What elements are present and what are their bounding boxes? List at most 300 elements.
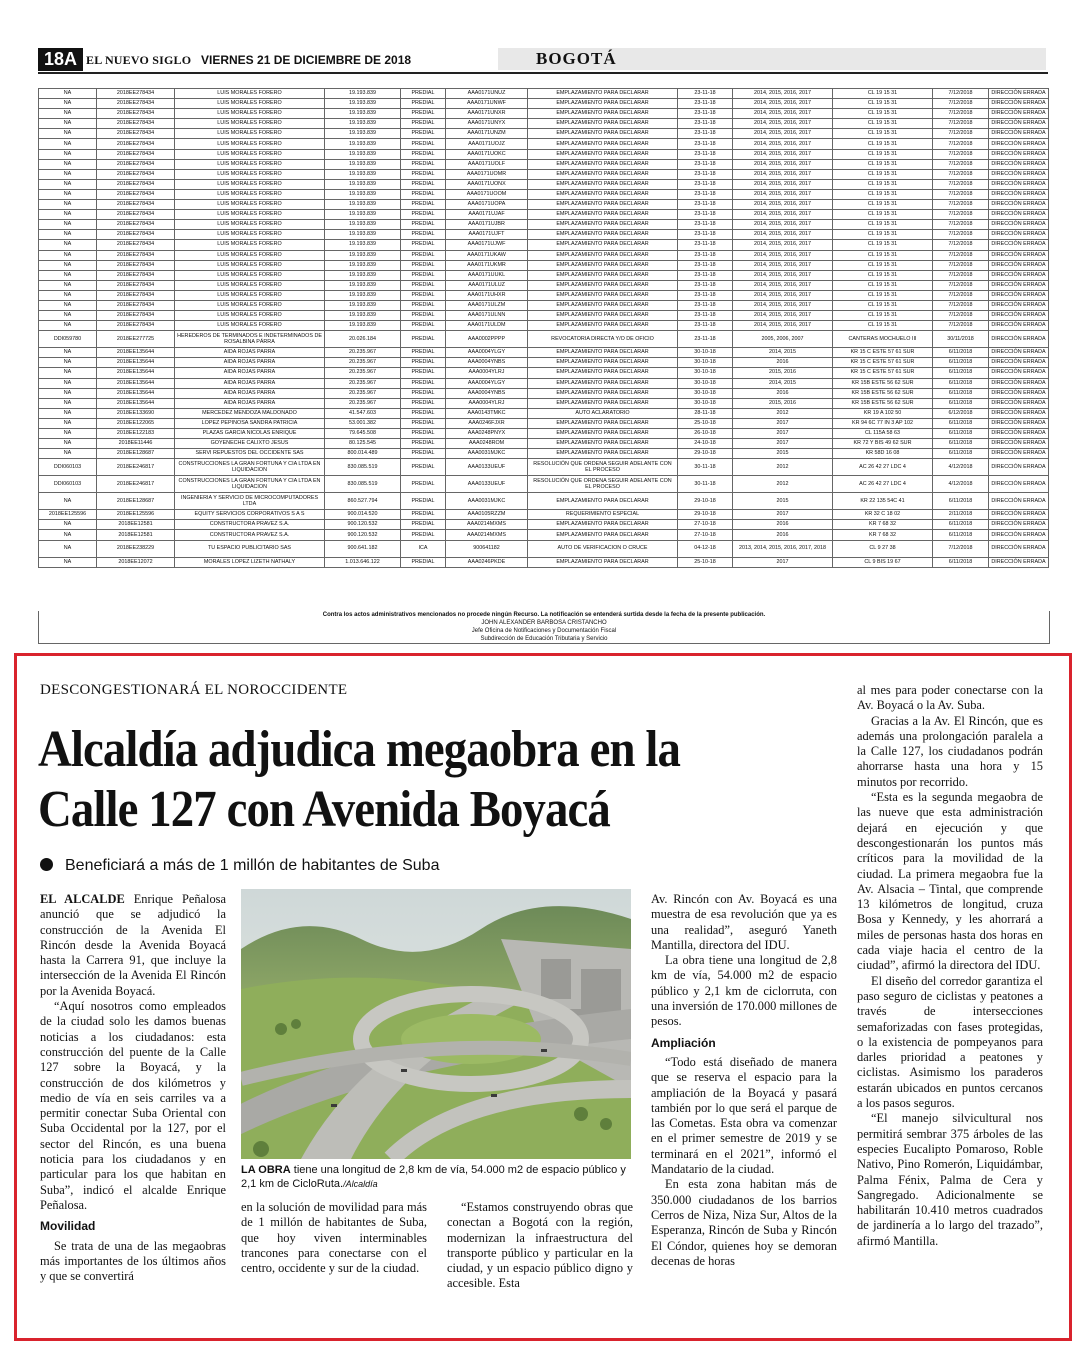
table-cell: 2018EE278434 <box>97 260 175 270</box>
article-kicker: DESCONGESTIONARÁ EL NOROCCIDENTE <box>40 682 348 698</box>
issue-date: VIERNES 21 DE DICIEMBRE DE 2018 <box>201 53 412 67</box>
table-cell: 19.193.839 <box>325 119 401 129</box>
table-cell: 30-10-18 <box>678 358 733 368</box>
table-cell: NA <box>39 260 97 270</box>
table-cell: DIRECCIÓN ERRADA <box>989 270 1049 280</box>
table-cell: LUIS MORALES FORERO <box>175 210 325 220</box>
table-cell: AAA0004YNBS <box>446 358 528 368</box>
table-cell: CL 19 15 31 <box>833 159 933 169</box>
table-cell: DIRECCIÓN ERRADA <box>989 119 1049 129</box>
table-cell: 30-10-18 <box>678 388 733 398</box>
table-cell: 2018EE246817 <box>97 459 175 476</box>
table-cell: EMPLAZAMIENTO PARA DECLARAR <box>528 179 678 189</box>
paragraph: “Estamos construyendo obras que conectan a Bogotá con la región, modernizan la infraestructura del transporte público y particular en la ciudad, y un espacio público digno y accesible. Esta <box>447 1200 633 1291</box>
article-column-3 <box>447 1200 633 1292</box>
table-cell: 20.235.967 <box>325 348 401 358</box>
table-cell: 28-11-18 <box>678 408 733 418</box>
table-cell: 2012 <box>733 459 833 476</box>
paragraph: Se trata de una de las megaobras más importantes de los últimos años y que se convertirá <box>40 1238 226 1284</box>
paragraph: “Todo está diseñado de manera que se reserva el espacio para la ampliación de la Boyacá y pasará también por lo que será el parque de las Cometas. Esta obra va comenzar en el primer semestre de 2019 y se terminará en el 2021”, informó el Mandatario de la ciudad. <box>651 1054 837 1177</box>
table-cell: KR 72 Y BIS 49 62 SUR <box>833 439 933 449</box>
table-cell: 2018EE125596 <box>39 510 97 520</box>
table-cell: 6/11/2018 <box>933 439 989 449</box>
table-cell: 23-11-18 <box>678 99 733 109</box>
table-cell: 900.641.182 <box>325 540 401 557</box>
table-cell: 23-11-18 <box>678 189 733 199</box>
table-cell: NA <box>39 99 97 109</box>
table-cell: CONSTRUCTORA PRAVEZ S.A. <box>175 530 325 540</box>
table-cell: NA <box>39 540 97 557</box>
table-cell: LOPEZ PEPINOSA SANDRA PATRICIA <box>175 418 325 428</box>
table-cell: 7/12/2018 <box>933 220 989 230</box>
table-cell: 19.193.839 <box>325 311 401 321</box>
table-row <box>39 540 1049 557</box>
table-cell: PREDIAL <box>401 449 446 459</box>
table-cell: PREDIAL <box>401 220 446 230</box>
interchange-illustration <box>241 889 631 1159</box>
table-cell: DIRECCIÓN ERRADA <box>989 510 1049 520</box>
table-cell: CL 19 15 31 <box>833 139 933 149</box>
table-row <box>39 398 1049 408</box>
table-row <box>39 378 1049 388</box>
table-cell: DIRECCIÓN ERRADA <box>989 159 1049 169</box>
table-cell: LUIS MORALES FORERO <box>175 119 325 129</box>
table-cell: EMPLAZAMIENTO PARA DECLARAR <box>528 169 678 179</box>
table-cell: 23-11-18 <box>678 331 733 348</box>
table-cell: 7/12/2018 <box>933 210 989 220</box>
table-cell: 2018EE135644 <box>97 398 175 408</box>
table-cell: 20.235.967 <box>325 398 401 408</box>
interchange-rendering-image <box>241 889 631 1159</box>
table-cell: LUIS MORALES FORERO <box>175 99 325 109</box>
table-cell: LUIS MORALES FORERO <box>175 179 325 189</box>
table-cell: 23-11-18 <box>678 210 733 220</box>
table-cell: 2017 <box>733 439 833 449</box>
table-cell: PREDIAL <box>401 250 446 260</box>
table-cell: 2014, 2015, 2016, 2017 <box>733 220 833 230</box>
table-cell: NA <box>39 557 97 567</box>
article-column-2 <box>241 1200 427 1276</box>
table-cell: CL 19 15 31 <box>833 321 933 331</box>
table-cell: NA <box>39 189 97 199</box>
table-cell: 20.235.967 <box>325 358 401 368</box>
table-cell: CL 19 15 31 <box>833 129 933 139</box>
table-cell: PREDIAL <box>401 260 446 270</box>
table-cell: 2/11/2018 <box>933 510 989 520</box>
table-cell: 2018EE278434 <box>97 99 175 109</box>
table-cell: 2016 <box>733 520 833 530</box>
table-cell: 23-11-18 <box>678 109 733 119</box>
table-cell: 23-11-18 <box>678 300 733 310</box>
table-cell: NA <box>39 200 97 210</box>
table-cell: 23-11-18 <box>678 149 733 159</box>
table-cell: PREDIAL <box>401 139 446 149</box>
table-row <box>39 250 1049 260</box>
table-cell: 26-10-18 <box>678 429 733 439</box>
table-cell: 23-11-18 <box>678 270 733 280</box>
table-cell: AAA0248PNYX <box>446 429 528 439</box>
table-cell: 23-11-18 <box>678 240 733 250</box>
table-cell: 2018EE12581 <box>97 520 175 530</box>
table-cell: NA <box>39 300 97 310</box>
table-cell: 19.193.839 <box>325 89 401 99</box>
table-cell: AAA0171ULNN <box>446 311 528 321</box>
table-cell: DIRECCIÓN ERRADA <box>989 300 1049 310</box>
table-cell: EMPLAZAMIENTO PARA DECLARAR <box>528 210 678 220</box>
table-cell: 2014, 2015, 2016, 2017 <box>733 109 833 119</box>
table-row <box>39 280 1049 290</box>
table-cell: PREDIAL <box>401 189 446 199</box>
table-cell: 23-11-18 <box>678 290 733 300</box>
table-cell: 2014, 2015, 2016, 2017 <box>733 321 833 331</box>
table-cell: LUIS MORALES FORERO <box>175 129 325 139</box>
table-cell: 2014, 2015, 2016, 2017 <box>733 290 833 300</box>
table-cell: AAA0105RZZM <box>446 510 528 520</box>
table-cell: 23-11-18 <box>678 159 733 169</box>
table-cell: AAA0171UOPA <box>446 200 528 210</box>
table-cell: 19.193.839 <box>325 300 401 310</box>
table-cell: DIRECCIÓN ERRADA <box>989 139 1049 149</box>
table-cell: 29-10-18 <box>678 449 733 459</box>
table-cell: 2013, 2014, 2015, 2016, 2017, 2018 <box>733 540 833 557</box>
table-cell: NA <box>39 240 97 250</box>
table-cell: LUIS MORALES FORERO <box>175 321 325 331</box>
table-cell: DIRECCIÓN ERRADA <box>989 129 1049 139</box>
table-row <box>39 311 1049 321</box>
table-row <box>39 189 1049 199</box>
table-cell: CL 19 15 31 <box>833 189 933 199</box>
table-cell: LUIS MORALES FORERO <box>175 89 325 99</box>
table-row <box>39 220 1049 230</box>
table-cell: 23-11-18 <box>678 129 733 139</box>
table-cell: PREDIAL <box>401 159 446 169</box>
table-cell: 2018EE11446 <box>97 439 175 449</box>
table-cell: 30-11-18 <box>678 459 733 476</box>
table-cell: EMPLAZAMIENTO PARA DECLARAR <box>528 493 678 510</box>
table-cell: 2014, 2015, 2016, 2017 <box>733 189 833 199</box>
table-cell: EMPLAZAMIENTO PARA DECLARAR <box>528 429 678 439</box>
table-cell: 19.193.839 <box>325 290 401 300</box>
table-cell: 2018EE278434 <box>97 169 175 179</box>
table-cell: AAA0171UNZM <box>446 129 528 139</box>
table-cell: 2018EE135644 <box>97 378 175 388</box>
table-cell: DIRECCIÓN ERRADA <box>989 149 1049 159</box>
table-cell: PREDIAL <box>401 493 446 510</box>
table-cell: PREDIAL <box>401 418 446 428</box>
table-cell: EMPLAZAMIENTO PARA DECLARAR <box>528 311 678 321</box>
table-cell: 7/12/2018 <box>933 119 989 129</box>
table-cell: PREDIAL <box>401 200 446 210</box>
table-row <box>39 159 1049 169</box>
table-row <box>39 119 1049 129</box>
table-cell: AAA0171UJWF <box>446 240 528 250</box>
table-cell: 2014, 2015, 2016, 2017 <box>733 89 833 99</box>
table-cell: AAA0214MXMS <box>446 530 528 540</box>
table-cell: EMPLAZAMIENTO PARA DECLARAR <box>528 250 678 260</box>
table-row <box>39 557 1049 567</box>
paragraph: “Aquí nosotros como empleados de la ciudad solo les damos buenas noticias a los ciudadanos: esta construcción del puente de la Calle 127 sobre la Boyacá, y la construcción de dos kilómetros y medio de vía en seis carriles va a permitir conectar Suba Oriental con Suba Occidental por la 127, por el sector del Rincón, es una buena noticia para los ciudadanos y en particular para los que habitan en Suba”, indicó el alcalde Enrique Peñalosa. <box>40 999 226 1212</box>
table-cell: 19.193.839 <box>325 129 401 139</box>
table-cell: KR 15 C ESTE 57 61 SUR <box>833 368 933 378</box>
table-cell: 2018EE278434 <box>97 311 175 321</box>
table-cell: 2014, 2015, 2016, 2017 <box>733 210 833 220</box>
table-cell: AAA0004YLGY <box>446 348 528 358</box>
table-cell: 2018EE135644 <box>97 368 175 378</box>
signer-name: JOHN ALEXANDER BARBOSA CRISTANCHO <box>481 620 607 626</box>
table-cell: AAA0004YLRJ <box>446 368 528 378</box>
table-cell: 6/11/2018 <box>933 557 989 567</box>
table-cell: 2018EE278434 <box>97 290 175 300</box>
table-cell: 2018EE278434 <box>97 250 175 260</box>
table-cell: CL 19 15 31 <box>833 149 933 159</box>
lead-text: Enrique Peñalosa anunció que se adjudicó la construcción de la Avenida El Rincón desde la Avenida Boyacá hasta la Carrera 91, que incluye la intersección de la Avenida El Rincón por la Avenida Boyacá. <box>40 892 226 998</box>
table-cell: LUIS MORALES FORERO <box>175 159 325 169</box>
table-cell: 19.193.839 <box>325 210 401 220</box>
table-cell: AIDA ROJAS PARRA <box>175 368 325 378</box>
table-cell: 2014, 2015, 2016, 2017 <box>733 99 833 109</box>
table-cell: RESOLUCIÓN QUE ORDENA SEGUIR ADELANTE CON EL PROCESO <box>528 459 678 476</box>
table-cell: 2018EE278434 <box>97 300 175 310</box>
table-cell: PREDIAL <box>401 119 446 129</box>
table-cell: PREDIAL <box>401 109 446 119</box>
table-cell: EMPLAZAMIENTO PARA DECLARAR <box>528 240 678 250</box>
table-cell: 7/12/2018 <box>933 270 989 280</box>
table-cell: NA <box>39 220 97 230</box>
table-cell: 2018EE278434 <box>97 129 175 139</box>
table-cell: 7/12/2018 <box>933 280 989 290</box>
paragraph: Av. Rincón con Av. Boyacá es una muestra de esa revolución que ya es una realidad”, aseguró Yaneth Mantilla, directora del IDU. <box>651 892 837 952</box>
table-cell: 19.193.839 <box>325 149 401 159</box>
table-cell: 830.085.519 <box>325 459 401 476</box>
table-cell: 7/12/2018 <box>933 290 989 300</box>
table-cell: KR 15B ESTE 56 62 SUR <box>833 388 933 398</box>
subtitle-ampliacion: Ampliación <box>651 1035 716 1050</box>
table-cell: 7/12/2018 <box>933 189 989 199</box>
table-cell: KR 94 6C 77 IN 3 AP 102 <box>833 418 933 428</box>
page-number: 18A <box>38 48 83 71</box>
table-cell: 2012 <box>733 408 833 418</box>
table-cell: CONSTRUCCIONES LA GRAN FORTUNA Y CIA LTDA EN LIQUIDACION <box>175 476 325 493</box>
table-cell: PREDIAL <box>401 311 446 321</box>
table-cell: 2014, 2015, 2016, 2017 <box>733 149 833 159</box>
signer-unit: Subdirección de Educación Tributaria y Servicio <box>480 636 608 642</box>
table-cell: 27-10-18 <box>678 520 733 530</box>
table-cell: CL 19 15 31 <box>833 311 933 321</box>
table-cell: DIRECCIÓN ERRADA <box>989 109 1049 119</box>
table-cell: LUIS MORALES FORERO <box>175 260 325 270</box>
table-cell: 2015 <box>733 493 833 510</box>
table-cell: PREDIAL <box>401 510 446 520</box>
table-cell: 2018EE278434 <box>97 189 175 199</box>
table-cell: 6/11/2018 <box>933 378 989 388</box>
footer-notice: Contra los actos administrativos mencionados no procede ningún Recurso. La notificación se entenderá surtida desde la fecha de la presente publicación. <box>322 612 766 618</box>
table-cell: 6/11/2018 <box>933 429 989 439</box>
table-cell: AAA0171UJAF <box>446 210 528 220</box>
table-cell: LUIS MORALES FORERO <box>175 290 325 300</box>
table-cell: AAA0171UOOM <box>446 189 528 199</box>
table-cell: 2018EE277725 <box>97 331 175 348</box>
table-cell: LUIS MORALES FORERO <box>175 200 325 210</box>
table-cell: CONSTRUCCIONES LA GRAN FORTUNA Y CIA LTDA EN LIQUIDACION <box>175 459 325 476</box>
table-cell: 2018EE246817 <box>97 476 175 493</box>
table-cell: AAA0171UUKL <box>446 270 528 280</box>
table-cell: EMPLAZAMIENTO PARA DECLARAR <box>528 220 678 230</box>
table-row <box>39 270 1049 280</box>
table-cell: PREDIAL <box>401 129 446 139</box>
table-cell: NA <box>39 321 97 331</box>
table-cell: 2018EE135644 <box>97 388 175 398</box>
table-cell: NA <box>39 493 97 510</box>
table-row <box>39 290 1049 300</box>
table-cell: CL 19 15 31 <box>833 89 933 99</box>
table-row <box>39 240 1049 250</box>
table-cell: LUIS MORALES FORERO <box>175 311 325 321</box>
table-row <box>39 210 1049 220</box>
table-cell: PREDIAL <box>401 358 446 368</box>
table-cell: 2015, 2016 <box>733 368 833 378</box>
article-subhead <box>40 857 439 875</box>
table-cell: SERVI REPUESTOS DEL OCCIDENTE SAS <box>175 449 325 459</box>
table-cell: 53.001.382 <box>325 418 401 428</box>
table-cell: PREDIAL <box>401 300 446 310</box>
table-cell: REVOCATORIA DIRECTA Y/O DE OFICIO <box>528 331 678 348</box>
table-row <box>39 476 1049 493</box>
page-header <box>38 48 1048 74</box>
table-row <box>39 408 1049 418</box>
table-cell: 7/12/2018 <box>933 99 989 109</box>
table-cell: LUIS MORALES FORERO <box>175 189 325 199</box>
table-cell: CL 19 15 31 <box>833 270 933 280</box>
table-cell: 04-12-18 <box>678 540 733 557</box>
table-cell: INGENIERIA Y SERVICIO DE MICROCOMPUTADORES LTDA <box>175 493 325 510</box>
paragraph: La obra tiene una longitud de 2,8 km de vía, 54.000 m2 de espacio público y 2,1 km de ciclorruta, con una inversión de 170.000 millones de pesos. <box>651 953 837 1029</box>
photo-credit: /Alcaldía <box>343 1179 378 1189</box>
table-cell: CL 19 15 31 <box>833 109 933 119</box>
table-cell: PREDIAL <box>401 476 446 493</box>
table-cell: EMPLAZAMIENTO PARA DECLARAR <box>528 358 678 368</box>
table-cell: 6/11/2018 <box>933 398 989 408</box>
table-cell: AIDA ROJAS PARRA <box>175 378 325 388</box>
table-cell: 830.085.519 <box>325 476 401 493</box>
table-cell: 2018EE278434 <box>97 149 175 159</box>
table-row <box>39 388 1049 398</box>
table-cell: 7/12/2018 <box>933 179 989 189</box>
table-cell: 2017 <box>733 510 833 520</box>
table-cell: 2018EE133690 <box>97 408 175 418</box>
table-cell: EMPLAZAMIENTO PARA DECLARAR <box>528 530 678 540</box>
section-name: BOGOTÁ <box>498 48 1046 70</box>
table-cell: NA <box>39 520 97 530</box>
table-cell: EMPLAZAMIENTO PARA DECLARAR <box>528 230 678 240</box>
table-cell: 7/12/2018 <box>933 89 989 99</box>
table-cell: EMPLAZAMIENTO PARA DECLARAR <box>528 388 678 398</box>
table-cell: DIRECCIÓN ERRADA <box>989 540 1049 557</box>
table-cell: PREDIAL <box>401 179 446 189</box>
table-row <box>39 200 1049 210</box>
table-cell: PREDIAL <box>401 520 446 530</box>
table-cell: PREDIAL <box>401 557 446 567</box>
table-cell: 41.547.603 <box>325 408 401 418</box>
table-cell: DIRECCIÓN ERRADA <box>989 493 1049 510</box>
table-cell: NA <box>39 109 97 119</box>
table-cell: 19.193.839 <box>325 169 401 179</box>
table-cell: 7/12/2018 <box>933 230 989 240</box>
table-cell: DIRECCIÓN ERRADA <box>989 459 1049 476</box>
table-cell: MERCEDEZ MENDOZA MALDONADO <box>175 408 325 418</box>
table-cell: AAA0133UEUF <box>446 476 528 493</box>
table-cell: AAA0004YLGY <box>446 378 528 388</box>
table-cell: 2018EE278434 <box>97 270 175 280</box>
table-row <box>39 358 1049 368</box>
table-cell: DIRECCIÓN ERRADA <box>989 331 1049 348</box>
table-cell: 30-10-18 <box>678 398 733 408</box>
table-cell: 900.014.520 <box>325 510 401 520</box>
table-cell: 2015, 2016 <box>733 398 833 408</box>
lead-caps: EL ALCALDE <box>40 892 125 906</box>
table-cell: AC 26 42 27 LDC 4 <box>833 476 933 493</box>
paragraph: en la solución de movilidad para más de 1 millón de habitantes de Suba, que hoy viven interminables trancones para conectarse con el centro, occidente y sur de la ciudad. <box>241 1200 427 1276</box>
table-cell: DIRECCIÓN ERRADA <box>989 348 1049 358</box>
table-row <box>39 429 1049 439</box>
table-cell: NA <box>39 139 97 149</box>
table-cell: LUIS MORALES FORERO <box>175 220 325 230</box>
table-cell: DIRECCIÓN ERRADA <box>989 210 1049 220</box>
table-cell: 2018EE278434 <box>97 119 175 129</box>
table-cell: AAA0171UKMR <box>446 260 528 270</box>
table-cell: 2018EE278434 <box>97 139 175 149</box>
table-cell: KR 15 C ESTE 57 61 SUR <box>833 358 933 368</box>
table-row <box>39 179 1049 189</box>
table-row <box>39 449 1049 459</box>
table-row <box>39 300 1049 310</box>
table-cell: EMPLAZAMIENTO PARA DECLARAR <box>528 378 678 388</box>
table-cell: DIRECCIÓN ERRADA <box>989 99 1049 109</box>
table-cell: NA <box>39 119 97 129</box>
table-cell: 80.125.545 <box>325 439 401 449</box>
table-cell: AAA0171UJBR <box>446 220 528 230</box>
table-cell: AAA0171UNUZ <box>446 89 528 99</box>
paragraph: El diseño del corredor garantiza el paso seguro de ciclistas y peatones a través de intersecciones semaforizadas con fases protegidas, o la existencia de pompeyanos para darles prioridad a peatones y ciclistas. Asimismo los paraderos estarán ubicados en puntos cercanos a los pasos seguros. <box>857 973 1043 1111</box>
table-cell: DIRECCIÓN ERRADA <box>989 240 1049 250</box>
table-row <box>39 169 1049 179</box>
table-cell: 2018EE278434 <box>97 230 175 240</box>
table-cell: NA <box>39 439 97 449</box>
table-cell: 19.193.839 <box>325 189 401 199</box>
table-cell: LUIS MORALES FORERO <box>175 230 325 240</box>
table-cell: EMPLAZAMIENTO PARA DECLARAR <box>528 149 678 159</box>
table-cell: KR 7 68 32 <box>833 530 933 540</box>
table-row <box>39 510 1049 520</box>
table-cell: DIRECCIÓN ERRADA <box>989 220 1049 230</box>
table-cell: PREDIAL <box>401 439 446 449</box>
table-cell: 2017 <box>733 418 833 428</box>
table-cell: NA <box>39 378 97 388</box>
table-row <box>39 439 1049 449</box>
table-cell: AAA0171UONX <box>446 179 528 189</box>
table-cell: 860.527.794 <box>325 493 401 510</box>
table-cell: EMPLAZAMIENTO PARA DECLARAR <box>528 109 678 119</box>
table-cell: 23-11-18 <box>678 280 733 290</box>
table-cell: 24-10-18 <box>678 439 733 449</box>
table-cell: PREDIAL <box>401 169 446 179</box>
table-cell: NA <box>39 250 97 260</box>
table-cell: 20.235.967 <box>325 368 401 378</box>
table-cell: 23-11-18 <box>678 179 733 189</box>
table-cell: 2018EE125596 <box>97 510 175 520</box>
table-cell: AIDA ROJAS PARRA <box>175 388 325 398</box>
table-cell: 30-10-18 <box>678 368 733 378</box>
table-cell: DDI060103 <box>39 459 97 476</box>
